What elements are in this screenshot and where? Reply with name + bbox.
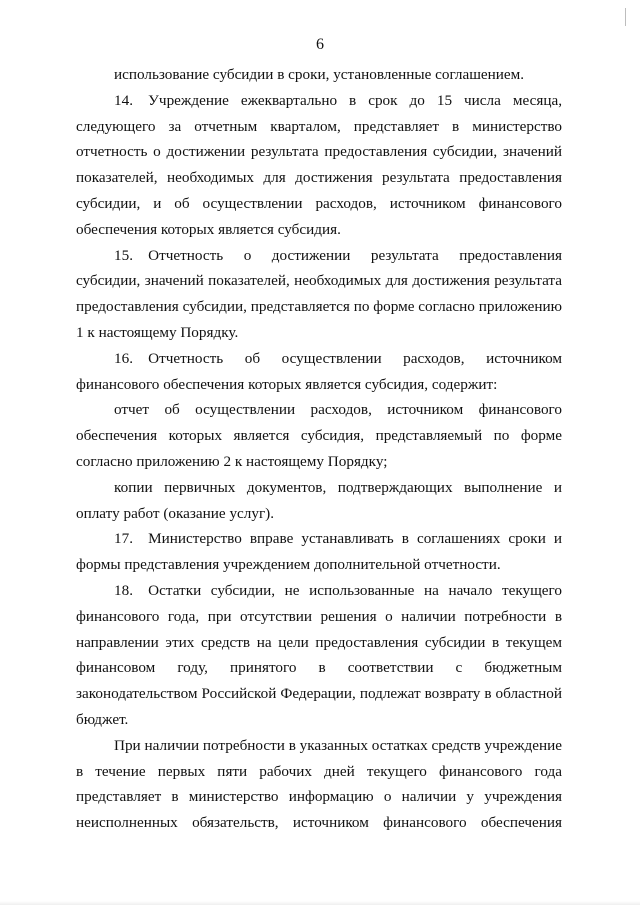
paragraph-18-continuation: При наличии потребности в указанных остатках средств учреждение в течение первых пяти рабочих дней текущего финансового года представляет в министерство информацию о наличии у учреждения неисполненных обязательств, источником финансового обеспечения — [76, 736, 563, 832]
paragraph-18: 18. Остатки субсидии, не использованные на начало текущего финансового года, при отсутствии решения о наличии потребности в направлении этих средств на цели предоставления субсидии в текущем финансовом году, принятого в соответствии с бюджетным законодательством Российской Федерации, подлежат возврату в областной бюджет. — [76, 581, 562, 728]
document-body — [76, 62, 562, 836]
paragraph-14: 14. Учреждение ежеквартально в срок до 15 числа месяца, следующего за отчетным кварталом, представляет в министерство отчетность о достижении результата предоставления субсидии, значений показателей, необходимых для достижения результата предоставления субсидии, и об осуществлении расходов, источником финансового обеспечения которых является субсидия. — [76, 91, 562, 238]
scan-mark — [625, 8, 626, 26]
paragraph-16-item-copies: копии первичных документов, подтверждающих выполнение и оплату работ (оказание услуг). — [76, 478, 562, 522]
paragraph-16-item-report: отчет об осуществлении расходов, источником финансового обеспечения которых является субсидия, представляемый по форме согласно приложению 2 к настоящему Порядку; — [76, 401, 562, 470]
page-number: 6 — [316, 36, 324, 53]
paragraph-17: 17. Министерство вправе устанавливать в соглашениях сроки и формы представления учреждением дополнительной отчетности. — [76, 530, 562, 574]
paragraph-16: 16. Отчетность об осуществлении расходов, источником финансового обеспечения которых является субсидия, содержит: — [76, 349, 562, 393]
paragraph-continuation: использование субсидии в сроки, установленные соглашением. — [114, 66, 525, 83]
paragraph-15: 15. Отчетность о достижении результата предоставления субсидии, значений показателей, необходимых для достижения результата предоставления субсидии, представляется по форме согласно приложению 1 к настоящему Порядку. — [76, 246, 562, 341]
page-bottom-edge — [0, 901, 640, 905]
